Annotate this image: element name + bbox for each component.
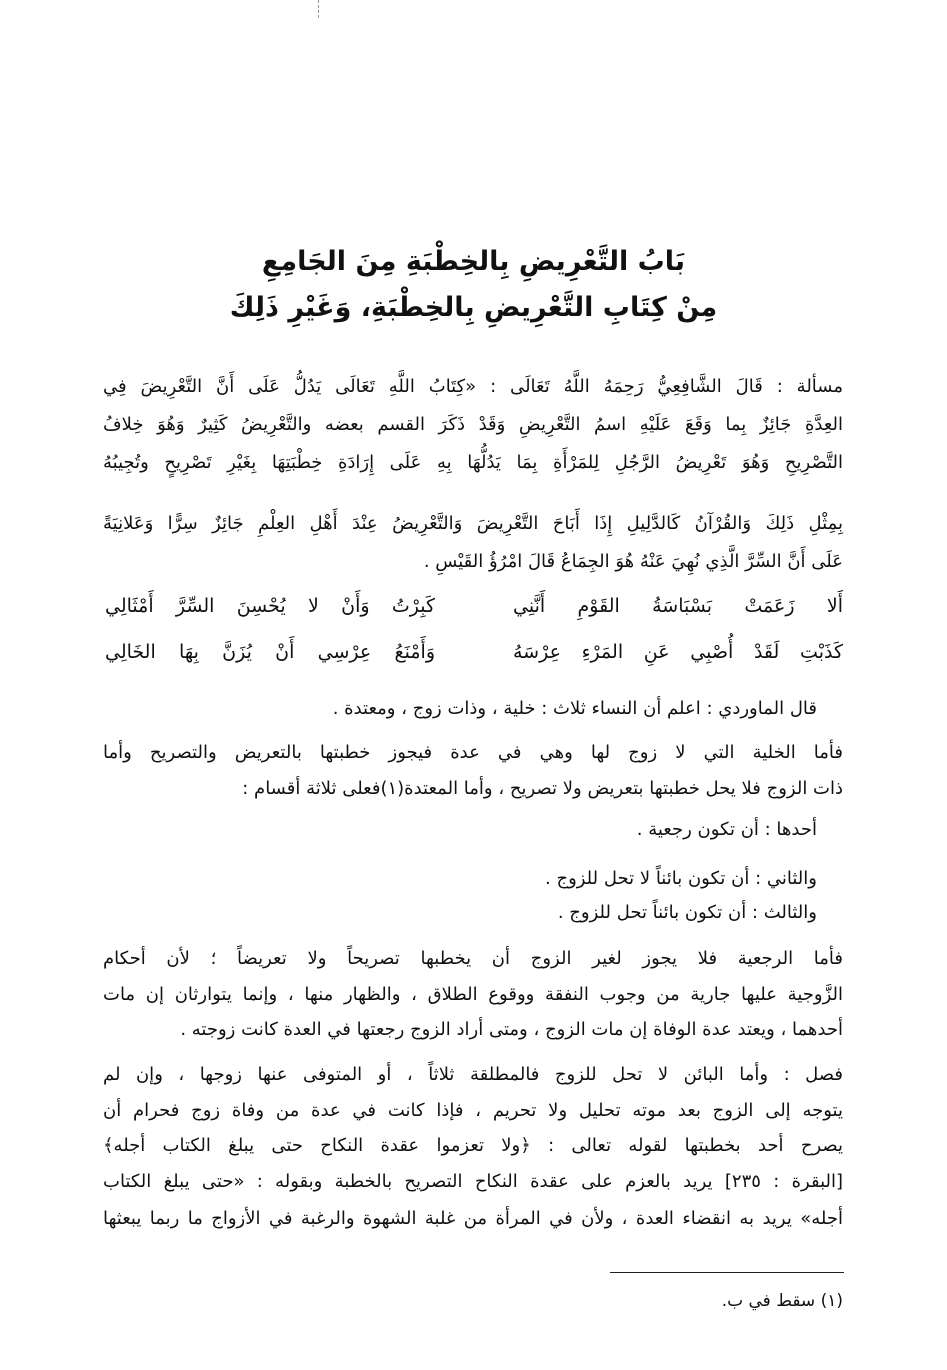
intro-line-2: العِدَّةِ جَائِزٌ بِما وَقَعَ عَلَيْهِ اسمُ التَّعْرِيضِ وَقَدْ ذَكَرَ القسم بعضه والتَّعْرِيضُ كَثِيرٌ وَهُوَ خِلافُ (103, 414, 843, 435)
body-line-9: أحدهما ، ويعتد عدة الوفاة إن مات الزوج ، ومتى أراد الزوج رجعتها في العدة كانت زوجته . (180, 1019, 843, 1040)
body-line-4: أحدها : أن تكون رجعية . (636, 819, 817, 840)
intro-line-4: بِمِثْلِ ذَلِكَ وَالقُرْآنُ كَالدَّلِيلِ إِذَا أَبَاحَ التَّعْرِيضَ وَالتَّعْرِيضُ عِنْدَ أَهْلِ العِلْمِ جَائِزٌ سِرًّا وَعَلانِيَةً (103, 513, 843, 534)
verse-2-first-hemistich: كَذَبْتِ لَقَدْ أُصْبِي عَنِ المَرْءِ عِرْسَهُ (513, 641, 843, 663)
verse-1-second-hemistich: كَبِرْتُ وَأَنْ لا يُحْسِنَ السِّرَّ أَمْثَالِي (105, 595, 435, 617)
chapter-title-line-1: بَابُ التَّعْرِيضِ بِالخِطْبَةِ مِنَ الجَامِعِ (261, 246, 686, 277)
body-line-3: ذات الزوج فلا يحل خطبتها بتعريض ولا تصريح ، وأما المعتدة(١)فعلى ثلاثة أقسام : (242, 778, 843, 799)
intro-line-3: التَّصْرِيحِ وَهُوَ تَعْرِيضُ الرَّجُلِ لِلمَرْأَةِ بِمَا يَدُلُّهَا بِهِ عَلَى إِرَادَةِ خِطْبَتِهَا بِغَيْرِ تَصْرِيحٍ وتُجِيبُهُ (103, 452, 843, 473)
verse-2-second-hemistich: وَأَمْنَعُ عِرْسِي أَنْ يُزَنَّ بِهَا الخَالِي (105, 641, 435, 663)
body-line-2: فأما الخلية التي لا زوج لها وهي في عدة فيجوز خطبتها بالتعريض والتصريح وأما (103, 742, 843, 763)
body-line-6: والثالث : أن تكون بائناً تحل للزوج . (557, 902, 817, 923)
verse-1-first-hemistich: أَلا زَعَمَتْ بَسْبَاسَةُ القَوْمِ أَنَّنِي (513, 595, 843, 617)
body-line-11: يتوجه إلى الزوج بعد موته تحليل ولا تحريم ، فإذا كانت في عدة من وفاة زوج فحرام أن (103, 1100, 843, 1121)
body-line-7: فأما الرجعية فلا يجوز لغير الزوج أن يخطبها تصريحاً ولا تعريضاً ؛ لأن أحكام (103, 948, 843, 969)
body-line-1: قال الماوردي : اعلم أن النساء ثلاث : خلية ، وذات زوج ، ومعتدة . (332, 698, 817, 719)
intro-line-5: عَلَى أَنَّ السِّرَّ الَّذِي نُهِيَ عَنْهُ هُوَ الجِمَاعُ قَالَ امْرُؤُ القَيْسِ . (423, 551, 843, 572)
intro-line-1: مسألة : قَالَ الشَّافِعِيُّ رَحِمَهُ اللَّهُ تَعَالَى : «كِتَابُ اللَّهِ تَعَالَى يَدُلُّ عَلَى أَنَّ التَّعْرِيضَ فِي (103, 376, 843, 397)
body-line-8: الزَّوجية عليها جارية من وجوب النفقة ووقوع الطلاق ، والظهار منها ، وإنما يتوارثان إن مات (103, 984, 843, 1005)
footnote-divider (610, 1272, 844, 1273)
body-line-5: والثاني : أن تكون بائناً لا تحل للزوج . (545, 868, 817, 889)
body-line-14: أجله» يريد به انقضاء العدة ، ولأن في المرأة من غلبة الشهوة والرغبة في الأزواج ما ربما يبعثها (103, 1208, 843, 1229)
chapter-title-line-2: مِنْ كِتَابِ التَّعْرِيضِ بِالخِطْبَةِ، وَغَيْرِ ذَلِكَ (229, 292, 718, 323)
body-line-13: [البقرة : ٢٣٥] يريد بالعزم على عقدة النكاح التصريح بالخطبة وبقوله : «حتى يبلغ الكتاب (103, 1171, 844, 1192)
body-line-10: فصل : وأما البائن لا تحل للزوج فالمطلقة ثلاثاً ، أو المتوفى عنها زوجها ، وإن لم (103, 1064, 843, 1085)
body-line-12: يصرح أحد بخطبتها لقوله تعالى : ﴿ولا تعزموا عقدة النكاح حتى يبلغ الكتاب أجله﴾ (103, 1135, 843, 1156)
footnote-1: (١) سقط في ب. (721, 1291, 843, 1311)
scan-edge-mark (318, 0, 320, 18)
